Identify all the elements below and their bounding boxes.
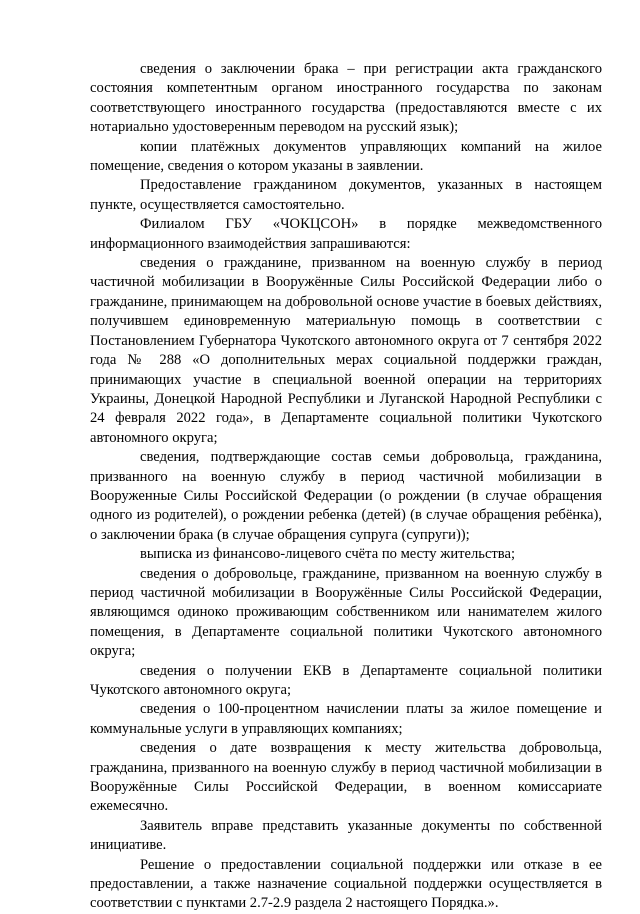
paragraph-interagency-request: Филиалом ГБУ «ЧОКЦСОН» в порядке межведомственного информационного взаимодействия запрашиваются: [90, 216, 602, 252]
paragraph-decision: Решение о предоставлении социальной поддержки или отказе в ее предоставлении, а также назначение социальной поддержки осуществляется в соответствии с пунктами 2.7-2.9 раздела 2 настоящего Порядка.». [90, 856, 602, 912]
paragraph-marriage-info: сведения о заключении брака – при регистрации акта гражданского состояния компетентным органом иностранного государства по законам соответствующего иностранного государства (предоставляются вместе с их нотариально удостоверенным переводом на русский язык); [90, 61, 602, 136]
paragraph-family-composition: сведения, подтверждающие состав семьи добровольца, гражданина, призванного на военную службу в период частичной мобилизации в Вооруженные Силы Российской Федерации (о рождении (в случае обращения одного из родителей), о рождении ребенка (детей) (в случае обращения ребёнка), о заключении брака (в случае обращения супруга (супруги)); [90, 449, 602, 543]
document-body [90, 60, 602, 914]
paragraph-payment-copies: копии платёжных документов управляющих компаний на жилое помещение, сведения о котором указаны в заявлении. [90, 138, 602, 175]
paragraph-full-charge: сведения о 100-процентном начислении платы за жилое помещение и коммунальные услуги в управляющих компаниях; [90, 701, 602, 737]
paragraph-return-date: сведения о дате возвращения к месту жительства добровольца, гражданина, призванного на военную службу в период частичной мобилизации в Вооружённые Силы Российской Федерации, в военном комиссариате ежемесячно. [90, 740, 602, 815]
paragraph-account-extract: выписка из финансово-лицевого счёта по месту жительства; [140, 546, 516, 563]
paragraph-mobilized-citizen-info: сведения о гражданине, призванном на военную службу в период частичной мобилизации в Вооружённые Силы Российской Федерации либо о гражданине, принимающем на добровольной основе участие в боевых действиях, получившем единовременную материальную помощь в соответствии с Постановлением Губернатора Чукотского автономного округа от 7 сентября 2022 года № 288 «О дополнительных мерах социальной поддержки граждан, принимающих участие в специальной военной операции на территориях Украины, Донецкой Народной Республики и Луганской Народной Республики с 24 февраля 2022 года», в Департаменте социальной политики Чукотского автономного округа; [90, 255, 602, 446]
paragraph-self-submission: Предоставление гражданином документов, указанных в настоящем пункте, осуществляется самостоятельно. [90, 177, 602, 213]
paragraph-single-owner: сведения о добровольце, гражданине, призванном на военную службу в период частичной мобилизации в Вооружённые Силы Российской Федерации, являющимся одиноко проживающим собственником или нанимателем жилого помещения, в Департаменте социальной политики Чукотского автономного округа; [90, 565, 602, 660]
paragraph-ekv-info: сведения о получении ЕКВ в Департаменте социальной политики Чукотского автономного округа; [90, 662, 602, 698]
paragraph-own-initiative: Заявитель вправе представить указанные документы по собственной инициативе. [90, 817, 602, 854]
